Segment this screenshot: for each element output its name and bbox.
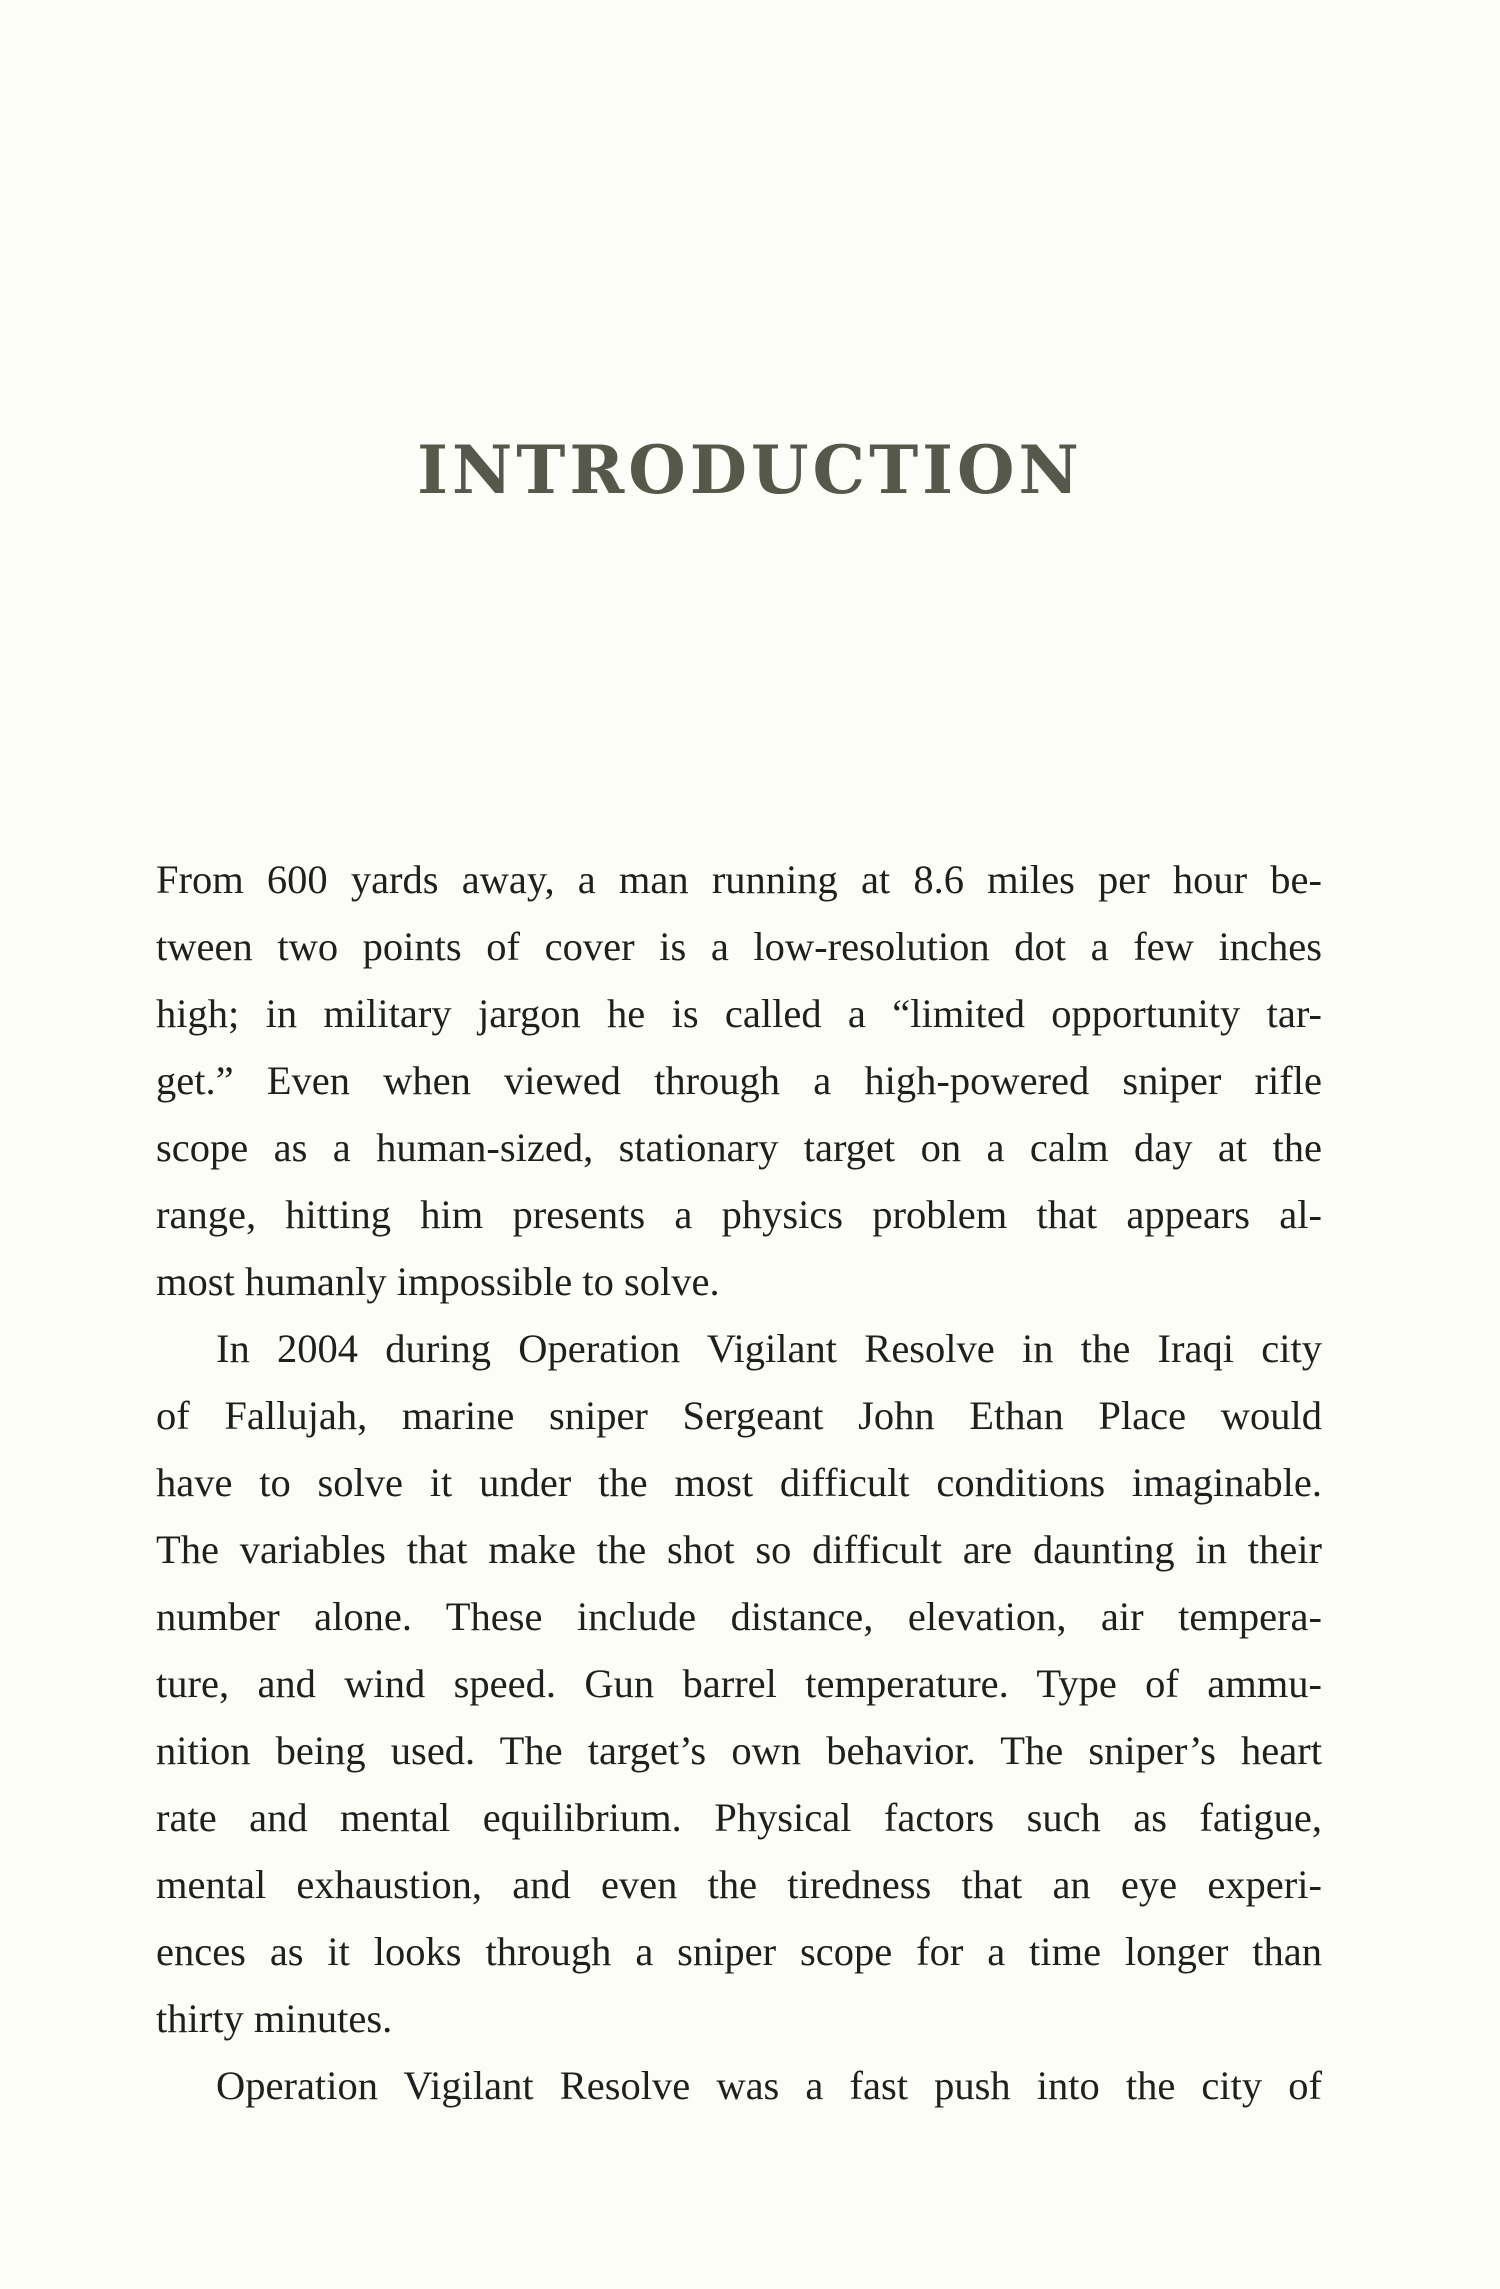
text-line: rate and mental equilibrium. Physical factors such as fatigue,: [156, 1795, 1322, 1840]
text-line: range, hitting him presents a physics problem that appears al-: [156, 1192, 1322, 1237]
text-line: most humanly impossible to solve.: [156, 1259, 720, 1304]
text-line: ture, and wind speed. Gun barrel temperature. Type of ammu-: [156, 1661, 1322, 1706]
paragraph-1: [156, 846, 1322, 1315]
text-line: of Fallujah, marine sniper Sergeant John Ethan Place would: [156, 1393, 1322, 1438]
text-line: tween two points of cover is a low-resolution dot a few inches: [156, 924, 1322, 969]
text-line: scope as a human-sized, stationary target on a calm day at the: [156, 1125, 1322, 1170]
text-line: get.” Even when viewed through a high-powered sniper rifle: [156, 1058, 1322, 1103]
text-line: have to solve it under the most difficult conditions imaginable.: [156, 1460, 1322, 1505]
text-line: Operation Vigilant Resolve was a fast push into the city of: [216, 2063, 1322, 2108]
text-line: mental exhaustion, and even the tiredness that an eye experi-: [156, 1862, 1322, 1907]
chapter-title: INTRODUCTION: [417, 431, 1083, 509]
paragraph-2: [156, 1315, 1322, 2052]
text-line: high; in military jargon he is called a “limited opportunity tar-: [156, 991, 1322, 1036]
text-line: nition being used. The target’s own behavior. The sniper’s heart: [156, 1728, 1322, 1773]
body-text: [156, 846, 1322, 2119]
text-line: From 600 yards away, a man running at 8.6 miles per hour be-: [156, 857, 1322, 902]
text-line: ences as it looks through a sniper scope for a time longer than: [156, 1929, 1322, 1974]
text-line: In 2004 during Operation Vigilant Resolve in the Iraqi city: [216, 1326, 1322, 1371]
text-line: The variables that make the shot so difficult are daunting in their: [156, 1527, 1322, 1572]
text-line: number alone. These include distance, elevation, air tempera-: [156, 1594, 1322, 1639]
text-line: thirty minutes.: [156, 1996, 393, 2041]
paragraph-3: [156, 2052, 1322, 2119]
